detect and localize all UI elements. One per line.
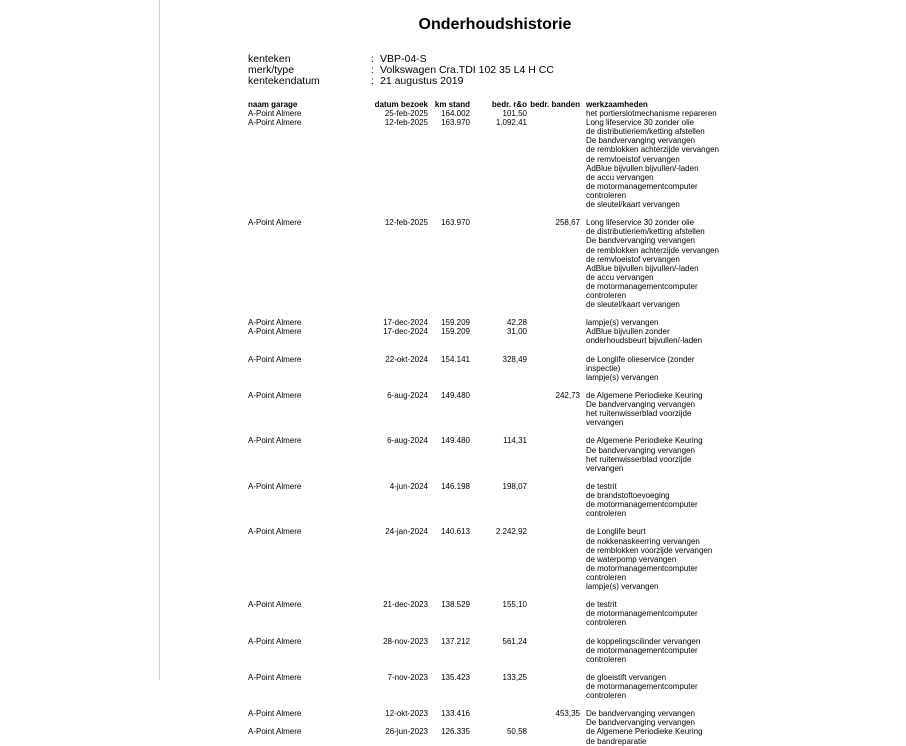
cell-work (580, 436, 726, 472)
work-line: onderhoudsbeurt bijvullen/-laden (586, 336, 703, 346)
work-line: Long lifeservice 30 zonder olie (586, 218, 695, 228)
cell-work (580, 109, 726, 118)
cell-banden (527, 482, 580, 518)
vehicle-label: merk/type (248, 64, 295, 76)
work-line: controleren (586, 691, 627, 701)
cell-ro: 328,49 (502, 354, 527, 364)
cell-km: 159.209 (441, 318, 470, 328)
work-line: de nokkenaskeerring vervangen (586, 536, 700, 546)
work-line: de motormanagementcomputer (586, 682, 698, 691)
cell-km: 138.529 (441, 600, 470, 610)
vehicle-value: Volkswagen Cra.TDI 102 35 L4 H CC (380, 64, 554, 76)
table-row (248, 600, 728, 627)
table-body (248, 109, 728, 746)
cell-ro: 561,24 (502, 636, 527, 646)
cell-garage: A-Point Almere (248, 709, 302, 719)
cell-banden (527, 109, 580, 118)
vehicle-separator: : (371, 75, 374, 87)
cell-ro: 155,10 (502, 600, 527, 610)
cell-banden (527, 318, 580, 327)
cell-date: 25-feb-2025 (384, 109, 428, 119)
cell-ro: 1.092,41 (495, 118, 527, 128)
table-row (248, 637, 728, 664)
row-spacer (248, 664, 728, 673)
cell-work (580, 118, 726, 209)
maintenance-table (248, 100, 728, 746)
vehicle-value: VBP-04-S (380, 53, 427, 65)
cell-ro: 133,25 (502, 672, 527, 682)
cell-garage: A-Point Almere (248, 391, 302, 400)
work-line: de koppelingscilinder vervangen (586, 636, 701, 646)
vehicle-separator: : (371, 53, 374, 65)
cell-garage: A-Point Almere (248, 481, 302, 491)
work-line: de Longlife olieservice (zonder (586, 354, 695, 364)
cell-work (580, 318, 726, 327)
work-line: de gloeistift vervangen (586, 672, 667, 682)
cell-ro (470, 218, 527, 309)
cell-banden (527, 355, 580, 382)
work-line: controleren (586, 290, 627, 300)
cell-garage: A-Point Almere (248, 600, 302, 610)
work-line: de motormanagementcomputer (586, 181, 698, 191)
cell-work (580, 355, 726, 382)
cell-km: 137.212 (441, 636, 470, 646)
cell-garage: A-Point Almere (248, 672, 302, 682)
header-date: datum bezoek (374, 100, 428, 109)
table-row (248, 109, 728, 118)
work-line: lampje(s) vervangen (586, 318, 659, 328)
cell-work (580, 327, 726, 345)
work-line: de Longlife beurt (586, 527, 646, 537)
work-line: de motormanagementcomputer (586, 645, 698, 655)
cell-date: 6-aug-2024 (387, 436, 428, 446)
cell-km: 146.198 (441, 481, 470, 491)
row-spacer (248, 346, 728, 355)
row-spacer (248, 627, 728, 636)
work-line: de accu vervangen (586, 272, 654, 282)
cell-work (580, 673, 726, 700)
table-row (248, 355, 728, 382)
cell-work (580, 391, 726, 427)
work-line: De bandvervanging vervangen (586, 718, 695, 728)
work-line: lampje(s) vervangen (586, 581, 659, 591)
work-line: lampje(s) vervangen (586, 372, 659, 382)
work-line: de remvloeistof vervangen (586, 254, 680, 264)
work-line: controleren (586, 572, 627, 582)
row-spacer (248, 518, 728, 527)
vehicle-separator: : (371, 64, 374, 76)
work-line: vervangen (586, 463, 624, 473)
cell-garage: A-Point Almere (248, 636, 302, 646)
cell-work (580, 527, 726, 591)
work-line: De bandvervanging vervangen (586, 709, 695, 719)
row-spacer (248, 700, 728, 709)
work-line: de Algemene Periodieke Keuring (586, 391, 703, 400)
work-line: de distributieriem/ketting afstellen (586, 127, 705, 137)
cell-km: 126.335 (441, 727, 470, 737)
table-row (248, 118, 728, 209)
cell-banden: 258,67 (555, 218, 580, 228)
row-spacer (248, 591, 728, 600)
work-line: controleren (586, 190, 627, 200)
work-line: de motormanagementcomputer (586, 563, 698, 573)
work-line: De bandvervanging vervangen (586, 445, 695, 455)
work-line: het portierslotmechanisme repareren (586, 109, 717, 119)
cell-banden (527, 727, 580, 745)
header-garage: naam garage (248, 100, 298, 109)
cell-date: 4-jun-2024 (389, 481, 428, 491)
cell-banden (527, 327, 580, 345)
work-line: de testrit (586, 600, 617, 610)
cell-date: 7-nov-2023 (387, 672, 428, 682)
cell-km: 133.416 (441, 709, 470, 719)
row-spacer (248, 473, 728, 482)
cell-banden (527, 527, 580, 591)
work-line: de Algemene Periodieke Keuring (586, 436, 703, 446)
cell-work (580, 600, 726, 627)
vehicle-row (248, 76, 554, 87)
row-spacer (248, 209, 728, 218)
cell-km: 163.970 (441, 118, 470, 128)
cell-km: 149.480 (441, 391, 470, 400)
table-row (248, 318, 728, 327)
page-margin (0, 0, 160, 680)
cell-ro (470, 709, 527, 727)
cell-banden (527, 637, 580, 664)
vehicle-value: 21 augustus 2019 (380, 75, 464, 87)
cell-ro: 42,28 (506, 318, 527, 328)
cell-date: 21-dec-2023 (383, 600, 428, 610)
cell-ro: 50,58 (506, 727, 527, 737)
table-row (248, 218, 728, 309)
row-spacer (248, 427, 728, 436)
cell-date: 12-okt-2023 (385, 709, 428, 719)
cell-work (580, 727, 726, 745)
work-line: de motormanagementcomputer (586, 281, 698, 291)
cell-garage: A-Point Almere (248, 218, 302, 228)
cell-work (580, 709, 726, 727)
cell-garage: A-Point Almere (248, 527, 302, 537)
work-line: Long lifeservice 30 zonder olie (586, 118, 695, 128)
cell-ro: 101,50 (502, 109, 527, 119)
cell-banden (527, 436, 580, 472)
cell-banden (527, 600, 580, 627)
cell-ro: 31,00 (506, 327, 527, 337)
table-row (248, 727, 728, 745)
cell-km: 149.480 (441, 436, 470, 446)
work-line: de brandstoftoevoeging (586, 491, 670, 501)
work-line: de bandreparatie (586, 736, 647, 746)
work-line: controleren (586, 654, 627, 664)
work-line: inspectie) (586, 363, 621, 373)
cell-garage: A-Point Almere (248, 109, 302, 119)
table-row (248, 527, 728, 591)
work-line: de remvloeistof vervangen (586, 154, 680, 164)
header-km: km stand (434, 100, 470, 109)
work-line: de testrit (586, 481, 617, 491)
header-work: werkzaamheden (586, 100, 648, 109)
cell-km: 163.970 (441, 218, 470, 228)
work-line: vervangen (586, 418, 624, 428)
cell-date: 28-nov-2023 (383, 636, 428, 646)
cell-banden (527, 673, 580, 700)
cell-garage: A-Point Almere (248, 436, 302, 446)
work-line: De bandvervanging vervangen (586, 236, 695, 246)
cell-garage: A-Point Almere (248, 327, 302, 337)
table-row (248, 673, 728, 700)
cell-date: 22-okt-2024 (385, 354, 428, 364)
cell-date: 12-feb-2025 (384, 118, 428, 128)
work-line: De bandvervanging vervangen (586, 400, 695, 410)
vehicle-label: kentekendatum (248, 75, 320, 87)
work-line: de Algemene Periodieke Keuring (586, 727, 703, 737)
cell-date: 24-jan-2024 (385, 527, 428, 537)
table-row (248, 391, 728, 427)
cell-garage: A-Point Almere (248, 118, 302, 128)
cell-km: 159.209 (441, 327, 470, 337)
table-row (248, 482, 728, 518)
work-line: AdBlue bijvullen bijvullen/-laden (586, 263, 699, 273)
table-row (248, 436, 728, 472)
page-title: Onderhoudshistorie (418, 16, 572, 33)
cell-date: 26-jun-2023 (385, 727, 428, 737)
row-spacer (248, 309, 728, 318)
cell-work (580, 637, 726, 664)
table-header (248, 100, 728, 109)
work-line: de sleutel/kaart vervangen (586, 300, 680, 310)
cell-km: 154.141 (441, 354, 470, 364)
work-line: het ruitenwisserblad voorzijde (586, 409, 692, 419)
cell-garage: A-Point Almere (248, 354, 302, 364)
cell-date: 17-dec-2024 (383, 327, 428, 337)
cell-km: 135.423 (441, 672, 470, 682)
work-line: de motormanagementcomputer (586, 609, 698, 619)
work-line: het ruitenwisserblad voorzijde (586, 454, 692, 464)
cell-date: 6-aug-2024 (387, 391, 428, 400)
row-spacer (248, 382, 728, 391)
table-row (248, 327, 728, 345)
cell-garage: A-Point Almere (248, 727, 302, 737)
work-line: de distributieriem/ketting afstellen (586, 227, 705, 237)
work-line: de sleutel/kaart vervangen (586, 200, 680, 210)
work-line: de remblokken voorzijde vervangen (586, 545, 713, 555)
table-row (248, 709, 728, 727)
cell-ro (470, 391, 527, 427)
header-ro: bedr. r&o (491, 100, 527, 109)
work-line: de accu vervangen (586, 172, 654, 182)
work-line: De bandvervanging vervangen (586, 136, 695, 146)
cell-km: 140.613 (441, 527, 470, 537)
work-line: de waterpomp vervangen (586, 554, 677, 564)
work-line: AdBlue bijvullen bijvullen/-laden (586, 163, 699, 173)
cell-km: 164.002 (441, 109, 470, 119)
work-line: controleren (586, 509, 627, 519)
cell-work (580, 218, 726, 309)
cell-garage: A-Point Almere (248, 318, 302, 328)
cell-ro: 114,31 (503, 436, 527, 446)
cell-work (580, 482, 726, 518)
vehicle-label: kenteken (248, 53, 291, 65)
work-line: controleren (586, 618, 627, 628)
work-line: de remblokken achterzijde vervangen (586, 145, 719, 155)
cell-ro: 198,07 (502, 481, 527, 491)
cell-banden (527, 118, 580, 209)
work-line: de motormanagementcomputer (586, 500, 698, 510)
cell-banden: 242,73 (555, 391, 580, 400)
cell-banden: 453,35 (555, 709, 580, 719)
cell-date: 17-dec-2024 (383, 318, 428, 328)
vehicle-info (248, 54, 554, 87)
header-banden: bedr. banden (530, 100, 580, 109)
work-line: AdBlue bijvullen zonder (586, 327, 670, 337)
work-line: de remblokken achterzijde vervangen (586, 245, 719, 255)
cell-ro: 2.242,92 (495, 527, 527, 537)
cell-date: 12-feb-2025 (384, 218, 428, 228)
